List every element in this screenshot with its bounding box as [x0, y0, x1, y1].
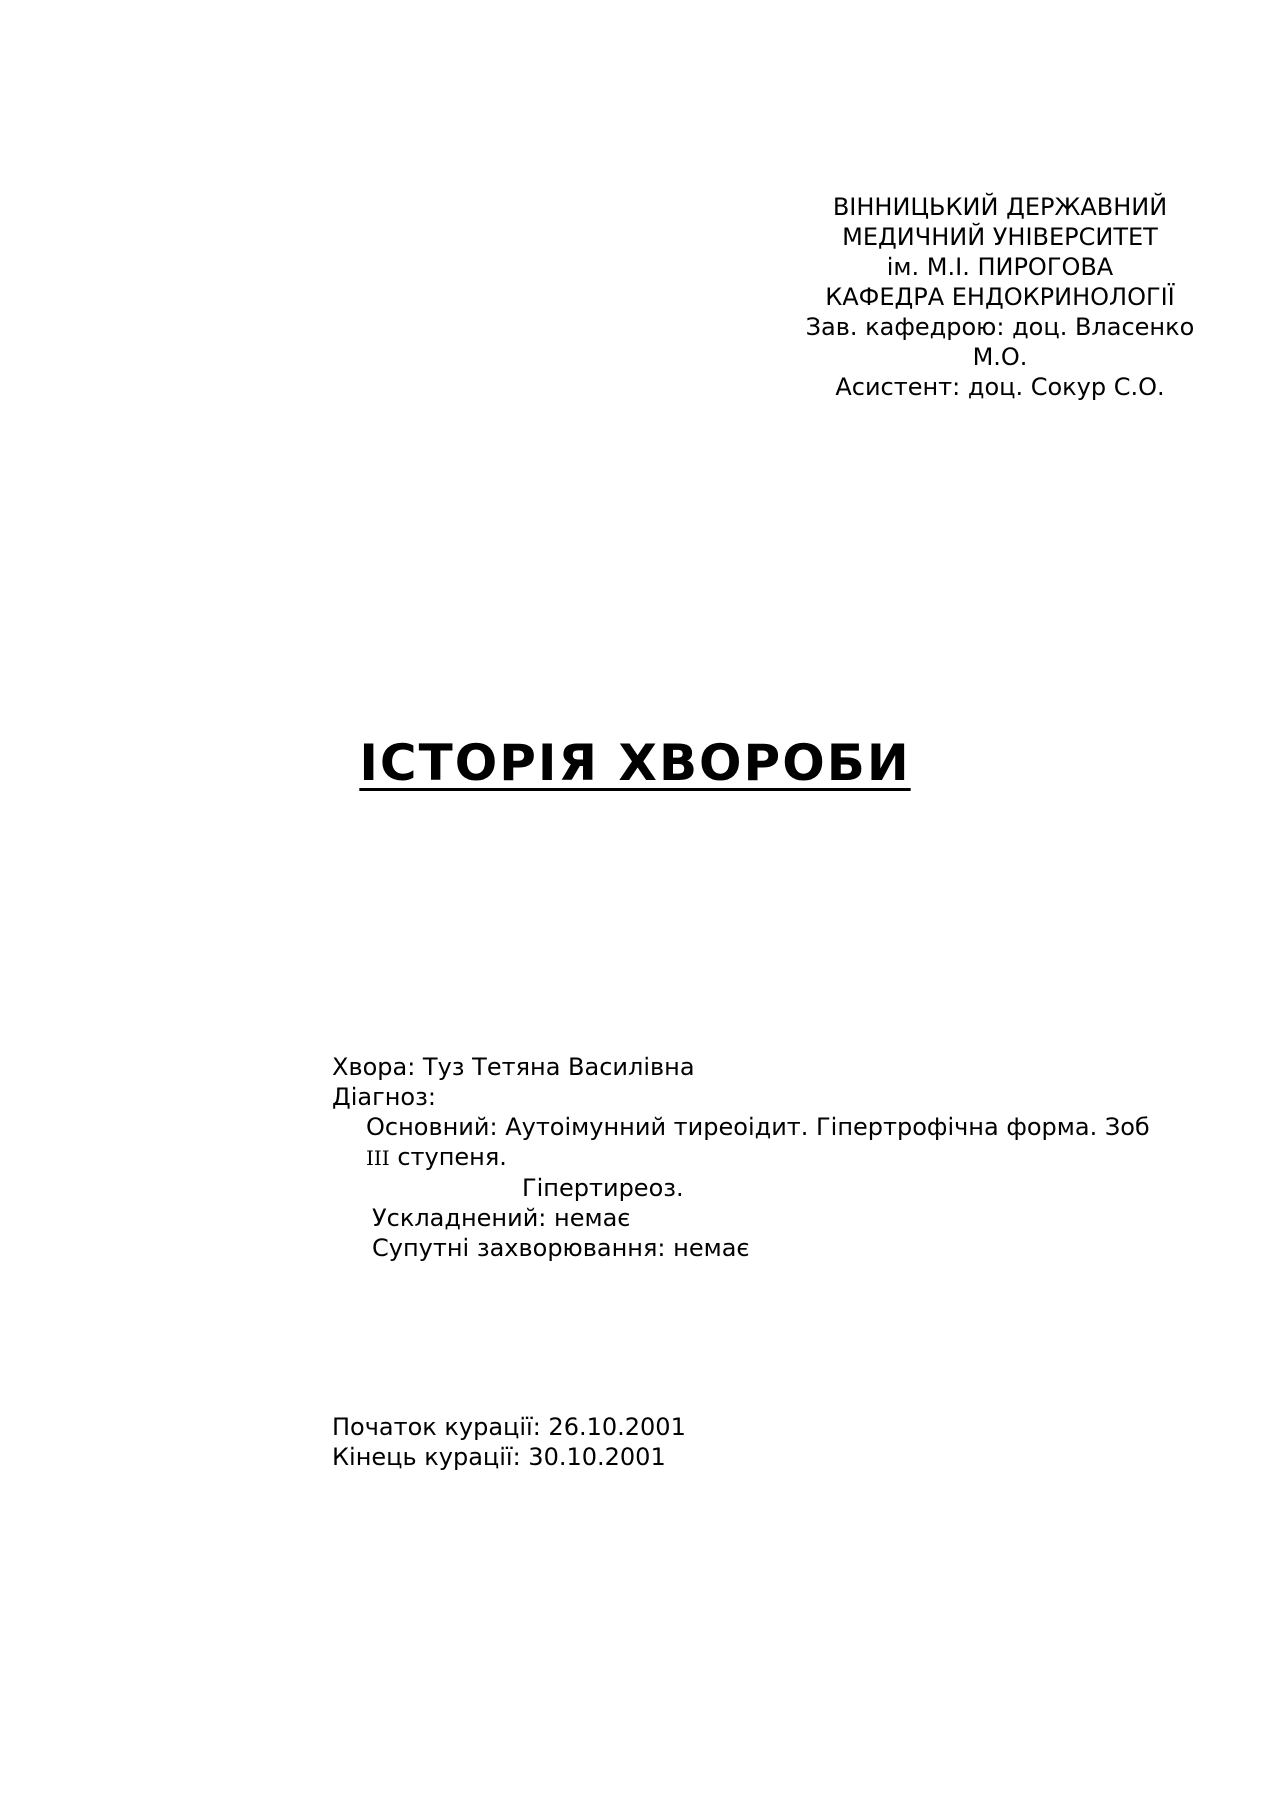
- comorbidities-line: Супутні захворювання: немає: [372, 1234, 750, 1262]
- main-diagnosis: Основний: Аутоімунний тиреоідит. Гіпертрофічна форма. Зоб: [366, 1113, 1150, 1141]
- header-line-head-initials: М.О.: [972, 343, 1028, 371]
- curation-dates: [332, 1412, 1032, 1472]
- header-line-named-after: ім. М.І. ПИРОГОВА: [886, 253, 1114, 281]
- header-line-head-of-department: Зав. кафедрою: доц. Власенко: [805, 313, 1195, 341]
- university-header: [770, 192, 1230, 402]
- header-line-university-1: ВІННИЦЬКИЙ ДЕРЖАВНИЙ: [832, 193, 1168, 221]
- goiter-grade-roman: III: [366, 1146, 390, 1170]
- curation-end: Кінець курації: 30.10.2001: [332, 1443, 666, 1471]
- header-line-assistant: Асистент: доц. Сокур С.О.: [835, 373, 1165, 401]
- header-line-university-2: МЕДИЧНИЙ УНІВЕРСИТЕТ: [842, 223, 1158, 251]
- document-title: ІСТОРІЯ ХВОРОБИ: [359, 734, 911, 792]
- goiter-grade-text: ступеня.: [389, 1143, 507, 1171]
- header-line-department: КАФЕДРА ЕНДОКРИНОЛОГІЇ: [825, 283, 1175, 311]
- hyperthyroidism-line: Гіпертиреоз.: [522, 1174, 684, 1202]
- diagnosis-label: Діагноз:: [332, 1083, 436, 1111]
- goiter-grade: [332, 1142, 1232, 1173]
- patient-info: [332, 1052, 1232, 1263]
- curation-start: Початок курації: 26.10.2001: [332, 1413, 686, 1441]
- patient-name: Хвора: Туз Тетяна Василівна: [332, 1053, 695, 1081]
- complications-line: Ускладнений: немає: [372, 1204, 631, 1232]
